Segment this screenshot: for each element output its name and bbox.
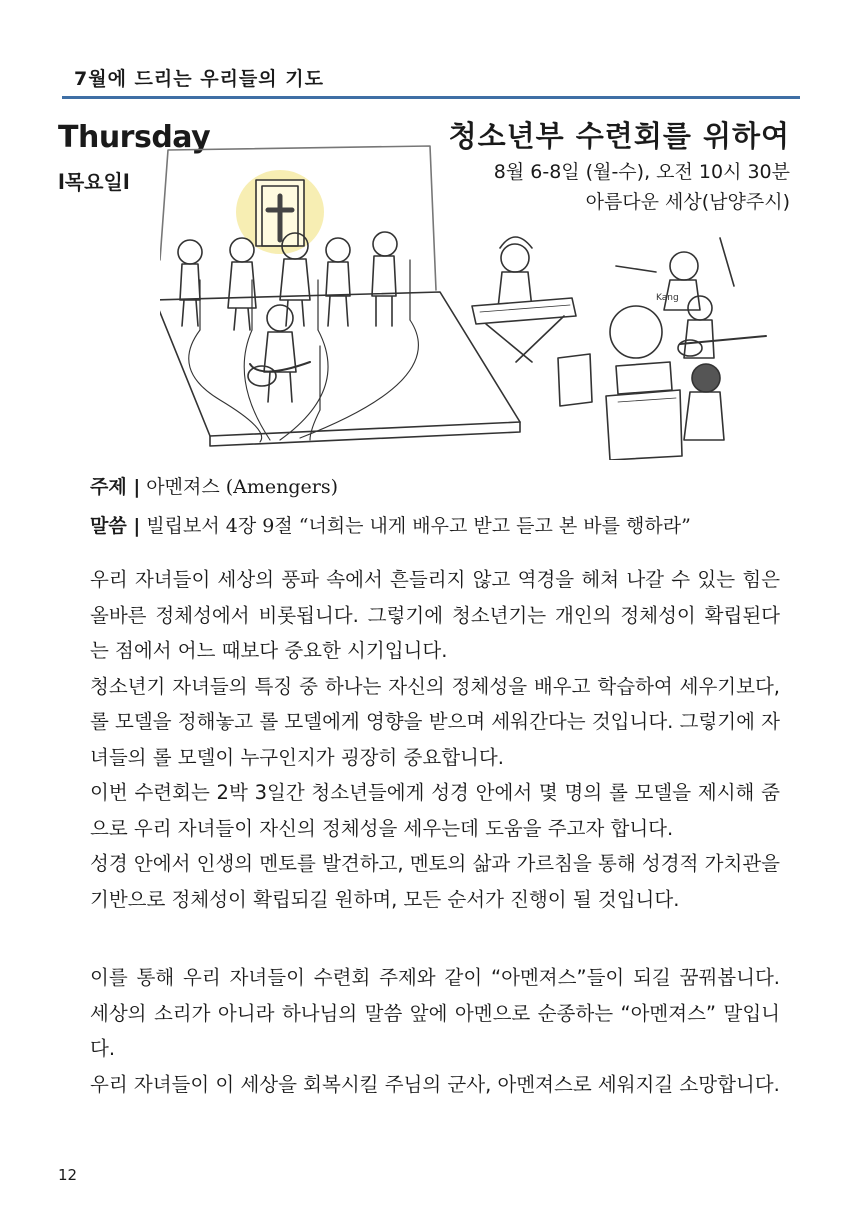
day-korean: l목요일l (58, 170, 130, 194)
closing-text (90, 960, 780, 1102)
drum-label: Kang (656, 293, 679, 303)
body-text (90, 562, 780, 917)
body-paragraph-1: 우리 자녀들이 세상의 풍파 속에서 흔들리지 않고 역경을 헤쳐 나갈 수 있는 힘은 올바른 정체성에서 비롯됩니다. 그렇기에 청소년기는 개인의 정체성이 확립된다는 점에서 어느 때보다 중요한 시기입니다. (90, 568, 780, 662)
page-header-title: 7월에 드리는 우리들의 기도 (74, 68, 324, 90)
body-paragraph-3: 이번 수련회는 2박 3일간 청소년들에게 성경 안에서 몇 명의 롤 모델을 제시해 줌으로 우리 자녀들이 자신의 정체성을 세우는데 도움을 주고자 합니다. (90, 781, 780, 840)
day-english: Thursday (58, 120, 211, 155)
event-date: 8월 6-8일 (월-수), 오전 10시 30분 (493, 161, 790, 183)
theme-line (90, 472, 338, 499)
body-paragraph-5: 이를 통해 우리 자녀들이 수련회 주제와 같이 “아멘져스”들이 되길 꿈꿔봅니다. 세상의 소리가 아니라 하나님의 말씀 앞에 아멘으로 순종하는 “아멘져스” 말입니다. (90, 966, 780, 1060)
verse-line (90, 511, 691, 538)
body-paragraph-6: 우리 자녀들이 이 세상을 회복시킬 주님의 군사, 아멘져스로 세워지길 소망합니다. (90, 1072, 780, 1096)
verse-value: 빌립보서 4장 9절 “너희는 내게 배우고 받고 듣고 본 바를 행하라” (140, 515, 691, 537)
page-number: 12 (58, 1166, 78, 1184)
body-paragraph-4: 성경 안에서 인생의 멘토를 발견하고, 멘토의 삶과 가르침을 통해 성경적 가치관을 기반으로 정체성이 확립되길 원하며, 모든 순서가 진행이 될 것입니다. (90, 852, 780, 911)
worship-band-illustration (160, 140, 800, 460)
header-divider (62, 96, 800, 99)
verse-label: 말씀 | (90, 515, 141, 537)
theme-label: 주제 | (90, 476, 141, 498)
body-paragraph-2: 청소년기 자녀들의 특징 중 하나는 자신의 정체성을 배우고 학습하여 세우기보다, 롤 모델을 정해놓고 롤 모델에게 영향을 받으며 세워간다는 것입니다. 그렇기에 자녀들의 롤 모델이 누구인지가 굉장히 중요합니다. (90, 674, 780, 769)
event-place: 아름다운 세상(남양주시) (585, 191, 790, 213)
event-title: 청소년부 수련회를 위하여 (448, 119, 790, 153)
theme-value: 아멘져스 (Amengers) (140, 476, 339, 498)
